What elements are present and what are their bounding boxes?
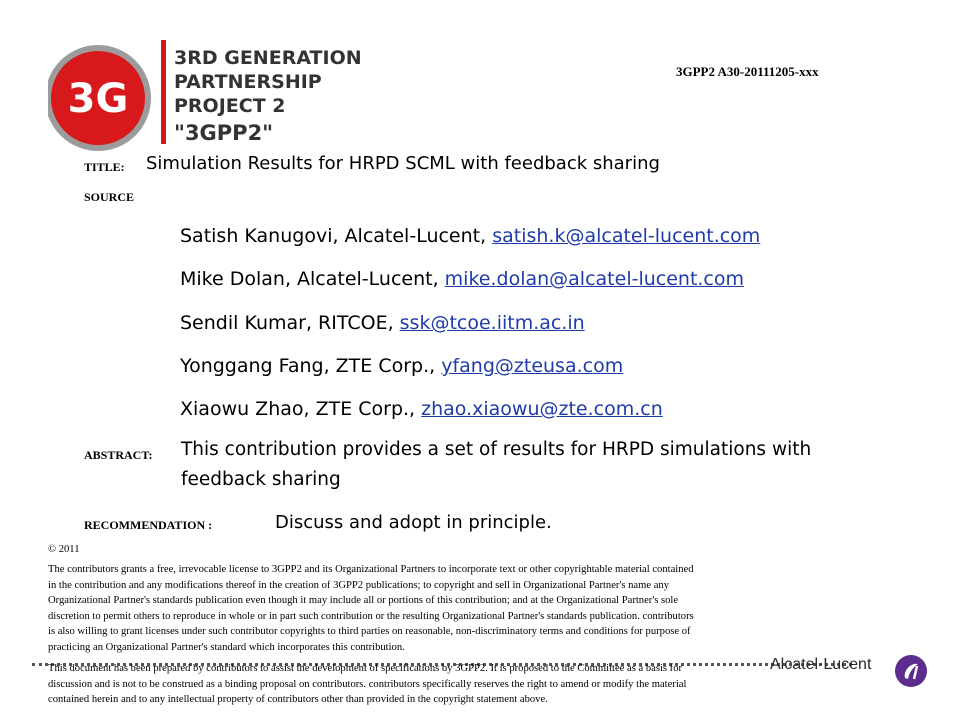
3gpp2-logo bbox=[48, 40, 448, 160]
author-line bbox=[180, 355, 623, 377]
license-line: Organizational Partner's standards publication even though it may include all or portions of this contribution; and at the Organizational Partner's sole bbox=[48, 595, 679, 606]
author-name: Xiaowu Zhao, ZTE Corp., bbox=[180, 398, 422, 420]
logo-badge-text: 3G bbox=[67, 76, 129, 122]
logo-line-2: PARTNERSHIP bbox=[174, 71, 322, 93]
title-label: TITLE: bbox=[84, 160, 125, 174]
license-line: in the contribution and any modifications thereof in the creation of 3GPP2 publications; to copyright and sell in Organizational Partner's name any bbox=[48, 579, 670, 591]
logo-line-4: "3GPP2" bbox=[174, 121, 274, 145]
recommendation-text: Discuss and adopt in principle. bbox=[275, 512, 552, 533]
author-email-link[interactable]: yfang@zteusa.com bbox=[441, 355, 624, 377]
logo-line-3: PROJECT 2 bbox=[174, 95, 286, 117]
disclaimer-line: contained herein and to any intellectual property of contributors other than provided in the copyright statement above. bbox=[48, 694, 548, 705]
license-line: discretion to permit others to reproduce in whole or in part such contribution or the resulting Organizational Partner's standards publication. contributors bbox=[48, 610, 694, 622]
alcatel-lucent-logo-icon bbox=[894, 654, 928, 688]
abstract-line-2: feedback sharing bbox=[181, 469, 341, 490]
abstract-label: ABSTRACT: bbox=[84, 448, 153, 462]
disclaimer-paragraph bbox=[48, 661, 870, 708]
author-line bbox=[180, 268, 744, 290]
recommendation-label: RECOMMENDATION : bbox=[84, 518, 213, 532]
title-text: Simulation Results for HRPD SCML with feedback sharing bbox=[146, 153, 660, 174]
license-line: The contributors grants a free, irrevocable license to 3GPP2 and its Organizational Partners to incorporate text or other copyrightable material contained bbox=[48, 564, 694, 575]
author-name: Yonggang Fang, ZTE Corp., bbox=[180, 355, 442, 377]
author-line bbox=[180, 398, 663, 420]
author-email-link[interactable]: ssk@tcoe.iitm.ac.in bbox=[399, 312, 585, 334]
author-line bbox=[180, 312, 585, 334]
license-line: is also willing to grant licenses under such contributor copyrights to third parties on reasonable, non-discriminatory terms and conditions for purpose of bbox=[48, 626, 691, 637]
alcatel-lucent-wordmark: Alcatel·Lucent bbox=[770, 656, 872, 673]
license-paragraph bbox=[48, 562, 870, 655]
disclaimer-line: This document has been prepared by contributors to assist the development of specifications by 3GPP2. It is proposed to the Committee as a basis for bbox=[48, 663, 683, 674]
source-label: SOURCE bbox=[84, 190, 135, 204]
copyright-year: © 2011 bbox=[48, 544, 80, 555]
disclaimer-line: discussion and is not to be construed as a binding proposal on contributors. contributors specifically reserves the right to amend or modify the material bbox=[48, 678, 687, 690]
author-name: Satish Kanugovi, Alcatel-Lucent, bbox=[180, 225, 493, 247]
abstract-line-1: This contribution provides a set of results for HRPD simulations with bbox=[181, 439, 812, 460]
license-line: practicing an Organizational Partner's standard which incorporates this contribution. bbox=[48, 641, 405, 653]
logo-divider bbox=[161, 40, 166, 144]
author-line bbox=[180, 225, 760, 247]
author-email-link[interactable]: zhao.xiaowu@zte.com.cn bbox=[421, 398, 663, 420]
author-email-link[interactable]: mike.dolan@alcatel-lucent.com bbox=[444, 268, 745, 290]
logo-line-1: 3RD GENERATION bbox=[174, 47, 362, 69]
author-name: Sendil Kumar, RITCOE, bbox=[180, 312, 400, 334]
author-name: Mike Dolan, Alcatel-Lucent, bbox=[180, 268, 445, 290]
author-email-link[interactable]: satish.k@alcatel-lucent.com bbox=[492, 225, 761, 247]
document-id: 3GPP2 A30-20111205-xxx bbox=[676, 64, 819, 79]
